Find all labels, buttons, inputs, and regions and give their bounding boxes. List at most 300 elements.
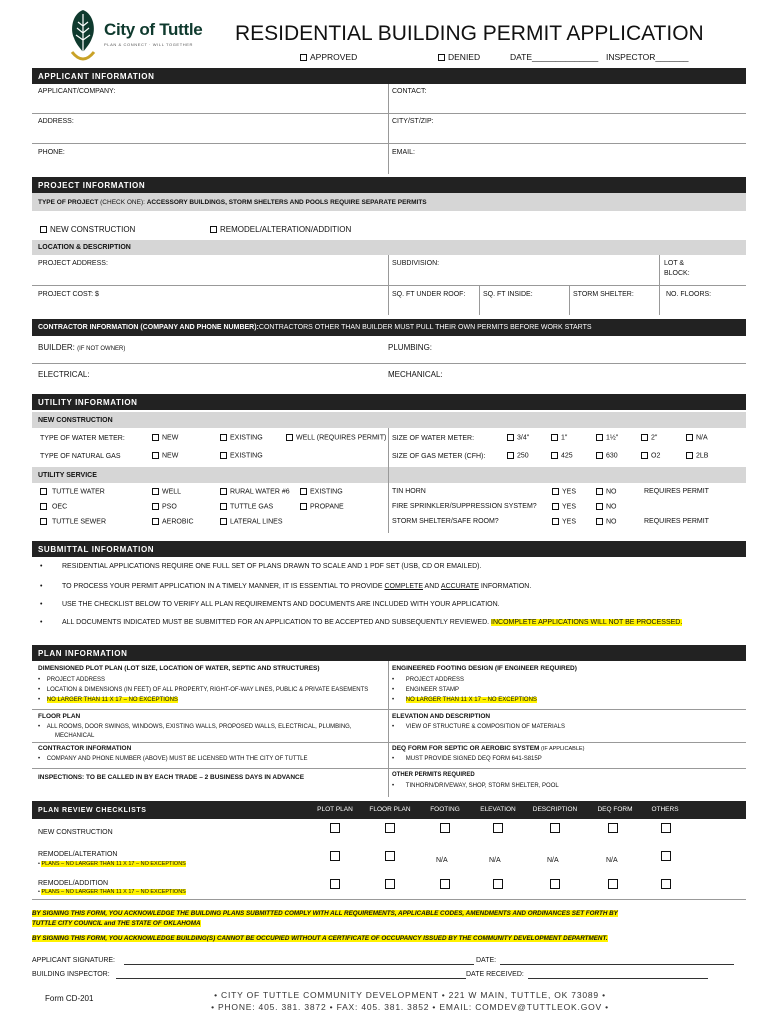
chk-r2-floor[interactable]	[385, 851, 395, 863]
aerobic-option[interactable]	[152, 518, 194, 525]
col-deq-form: DEQ FORM	[597, 806, 633, 813]
utility-section-bar	[32, 394, 746, 410]
deq-heading-note: (IF APPLICABLE)	[539, 746, 585, 752]
gas-size-label: 425	[561, 452, 573, 460]
natural-gas-type-label: TYPE OF NATURAL GAS	[40, 453, 121, 460]
r2-deq-na: N/A	[606, 857, 618, 864]
water-size-option-4[interactable]	[641, 434, 657, 441]
new-construction-checkbox[interactable]	[40, 226, 47, 233]
submittal-bullet-4: • ALL DOCUMENTS INDICATED MUST BE SUBMITTED FOR AN APPLICATION TO BE ACCEPTED AND SUBSEQUENTLY REVIEWED. INCOMPLETE APPLICATIONS WILL NOT BE PROCESSED.	[40, 619, 683, 626]
water-meter-type-label: TYPE OF WATER METER:	[40, 435, 125, 442]
applicant-company-label: APPLICANT/COMPANY:	[38, 88, 116, 95]
footer-address: • CITY OF TUTTLE COMMUNITY DEVELOPMENT • 221 W MAIN, TUTTLE, OK 73089 •	[214, 990, 606, 1000]
chk-r2-plot[interactable]	[330, 851, 340, 863]
submittal-text-3: USE THE CHECKLIST BELOW TO VERIFY ALL PLAN REQUIREMENTS AND DOCUMENTS ARE INCLUDED WITH YOUR APPLICATION.	[62, 601, 500, 608]
remodel-checkbox[interactable]	[210, 226, 217, 233]
col-footing: FOOTING	[430, 806, 460, 813]
contact-label: CONTACT:	[392, 88, 427, 95]
checkbox[interactable]	[385, 823, 395, 833]
checkbox[interactable]	[596, 488, 603, 495]
tuttle-sewer-checkbox[interactable]	[40, 518, 47, 525]
water-size-label: 2"	[651, 434, 658, 442]
footing-item-1-text: PROJECT ADDRESS	[405, 677, 465, 683]
checkbox[interactable]	[493, 823, 503, 833]
checkbox[interactable]	[686, 452, 693, 459]
checkbox[interactable]	[661, 851, 671, 861]
propane-option[interactable]	[300, 503, 344, 510]
storm-shelter-label: STORM SHELTER:	[573, 291, 634, 298]
existing-service-option[interactable]	[300, 488, 343, 495]
checkbox[interactable]	[330, 823, 340, 833]
project-type-bar	[32, 193, 746, 211]
water-new-label: NEW	[162, 434, 179, 442]
location-title: LOCATION & DESCRIPTION	[38, 244, 131, 251]
checkbox[interactable]	[507, 434, 514, 441]
checkbox[interactable]	[552, 488, 559, 495]
approved-checkbox[interactable]	[300, 54, 307, 61]
signing-statement-2	[32, 935, 608, 942]
col-floor-plan: FLOOR PLAN	[369, 806, 411, 813]
approved-option[interactable]	[300, 52, 357, 62]
deq-item-text: MUST PROVIDE SIGNED DEQ FORM 641-S815P	[405, 756, 542, 762]
submittal-text-2e: INFORMATION.	[478, 583, 532, 590]
divider	[32, 768, 746, 769]
checklist-row-3-note-text: PLANS – NO LARGER THAN 11 X 17 – NO EXCEPTIONS	[41, 889, 186, 895]
city-st-zip-label: CITY/ST/ZIP:	[392, 118, 434, 125]
gas-size-label: 250	[517, 452, 529, 460]
tree-logo-icon	[68, 8, 98, 62]
chk-r1-elevation[interactable]	[493, 823, 503, 835]
gas-existing-label: EXISTING	[230, 452, 263, 460]
lateral-lines-option[interactable]	[220, 518, 283, 525]
water-existing-label: EXISTING	[230, 434, 263, 442]
plumbing-label: PLUMBING:	[388, 343, 433, 352]
tuttle-gas-label: TUTTLE GAS	[230, 503, 274, 511]
denied-label: DENIED	[448, 52, 481, 62]
contractor-section-note: CONTRACTORS OTHER THAN BUILDER MUST PULL THEIR OWN PERMITS BEFORE WORK STARTS	[258, 324, 592, 331]
footing-item-2: • ENGINEER STAMP	[392, 687, 460, 693]
no-label: NO	[606, 488, 617, 496]
project-type-label: TYPE OF PROJECT	[38, 198, 99, 206]
chk-r1-footing[interactable]	[440, 823, 450, 835]
yes-label: YES	[562, 518, 577, 526]
col-plot-plan: PLOT PLAN	[317, 806, 353, 813]
divider	[388, 428, 389, 533]
sprinkler-yes[interactable]	[552, 503, 576, 510]
email-label: EMAIL:	[392, 149, 415, 156]
checkbox[interactable]	[385, 879, 395, 889]
rural-water-option[interactable]	[220, 488, 290, 495]
water-new-checkbox[interactable]	[152, 434, 159, 441]
checkbox[interactable]	[550, 879, 560, 889]
plot-item-3: • NO LARGER THAN 11 X 17 – NO EXCEPTIONS	[38, 697, 178, 703]
denied-option[interactable]	[438, 52, 480, 62]
checkbox[interactable]	[551, 452, 558, 459]
floor-item-1: • ALL ROOMS, DOOR SWINGS, WINDOWS, EXISTING WALLS, PROPOSED WALLS, ELECTRICAL, PLUMBING,	[38, 724, 352, 730]
checkbox[interactable]	[596, 452, 603, 459]
checklist-row-new-construction: NEW CONSTRUCTION	[38, 829, 113, 836]
applicant-signature-label: APPLICANT SIGNATURE:	[32, 957, 115, 964]
checklist-row-2-note-text: PLANS – NO LARGER THAN 11 X 17 – NO EXCEPTIONS	[41, 861, 186, 867]
tin-horn-no[interactable]	[596, 488, 617, 495]
gas-new-checkbox[interactable]	[152, 452, 159, 459]
checkbox[interactable]	[661, 823, 671, 833]
water-size-option-3[interactable]	[596, 434, 618, 441]
checkbox[interactable]	[507, 452, 514, 459]
checkbox[interactable]	[440, 823, 450, 833]
plot-item-3-text: NO LARGER THAN 11 X 17 – NO EXCEPTIONS	[46, 697, 178, 703]
subdivision-label: SUBDIVISION:	[392, 260, 440, 267]
storm-no[interactable]	[596, 518, 617, 525]
plot-plan-heading: DIMENSIONED PLOT PLAN (LOT SIZE, LOCATION OF WATER, SEPTIC AND STRUCTURES)	[38, 665, 320, 672]
lateral-lines-checkbox[interactable]	[220, 518, 227, 525]
submittal-text-4a: ALL DOCUMENTS INDICATED MUST BE SUBMITTED FOR AN APPLICATION TO BE ACCEPTED AND SUBSEQUENTLY REVIEWED.	[62, 619, 492, 626]
gas-size-label: O2	[651, 452, 661, 460]
sq-ft-inside-label: SQ. FT INSIDE:	[483, 291, 533, 298]
chk-r2-others[interactable]	[661, 851, 671, 863]
address-label: ADDRESS:	[38, 118, 74, 125]
pso-label: PSO	[162, 503, 177, 511]
submittal-text-2b: COMPLETE	[384, 583, 423, 590]
inspector-field[interactable]: INSPECTOR_______	[606, 52, 689, 62]
form-number: Form CD-201	[45, 994, 94, 1003]
applicant-section-bar	[32, 68, 746, 84]
contractor-info-item: • COMPANY AND PHONE NUMBER (ABOVE) MUST BE LICENSED WITH THE CITY OF TUTTLE	[38, 756, 308, 762]
checkbox[interactable]	[330, 851, 340, 861]
divider	[659, 255, 660, 285]
tin-horn-label: TIN HORN	[392, 488, 426, 495]
utility-service-bar	[32, 467, 746, 483]
gas-new-option[interactable]	[152, 452, 178, 459]
tuttle-water-label: TUTTLE WATER	[51, 488, 105, 496]
signing-statement-1b	[32, 920, 201, 927]
signing-statement-2-text: BY SIGNING THIS FORM, YOU ACKNOWLEDGE BUILDING(S) CANNOT BE OCCUPIED WITHOUT A CERTIFICATE OF OCCUPANCY ISSUED BY THE COMMUNITY DEVELOPMENT DEPARTMENT.	[32, 935, 608, 942]
tuttle-water-checkbox[interactable]	[40, 488, 47, 495]
deq-item: • MUST PROVIDE SIGNED DEQ FORM 641-S815P	[392, 756, 542, 762]
gas-existing-checkbox[interactable]	[220, 452, 227, 459]
water-size-label: 3/4"	[517, 434, 530, 442]
checkbox[interactable]	[641, 452, 648, 459]
col-elevation: ELEVATION	[480, 806, 516, 813]
date-received-label: DATE RECEIVED:	[466, 971, 524, 978]
gas-size-option-5[interactable]	[686, 452, 708, 459]
checklist-row-2-note: • PLANS – NO LARGER THAN 11 X 17 – NO EXCEPTIONS	[38, 861, 186, 867]
building-inspector-label: BUILDING INSPECTOR:	[32, 971, 110, 978]
checkbox[interactable]	[330, 879, 340, 889]
chk-r3-footing[interactable]	[440, 879, 450, 891]
rural-water-label: RURAL WATER #6	[230, 488, 290, 496]
checkbox[interactable]	[596, 518, 603, 525]
submittal-bullet-3: • USE THE CHECKLIST BELOW TO VERIFY ALL PLAN REQUIREMENTS AND DOCUMENTS ARE INCLUDED WITH YOUR APPLICATION.	[40, 601, 500, 608]
floors-label: NO. FLOORS:	[666, 291, 712, 298]
floor-plan-heading: FLOOR PLAN	[38, 713, 81, 720]
aerobic-checkbox[interactable]	[152, 518, 159, 525]
contractor-info-heading: CONTRACTOR INFORMATION	[38, 745, 132, 752]
gas-size-label: 630	[606, 452, 618, 460]
propane-checkbox[interactable]	[300, 503, 307, 510]
propane-label: PROPANE	[310, 503, 344, 511]
tuttle-gas-checkbox[interactable]	[220, 503, 227, 510]
footing-heading: ENGINEERED FOOTING DESIGN (IF ENGINEER REQUIRED)	[392, 665, 577, 672]
oec-checkbox[interactable]	[40, 503, 47, 510]
submittal-bullet-2: • TO PROCESS YOUR PERMIT APPLICATION IN A TIMELY MANNER, IT IS ESSENTIAL TO PROVIDE COMPLETE AND ACCURATE INFORMATION.	[40, 583, 532, 590]
r2-description-na: N/A	[547, 857, 559, 864]
footing-item-3: • NO LARGER THAN 11 X 17 – NO EXCEPTIONS	[392, 697, 537, 703]
plot-item-2: • LOCATION & DIMENSIONS (IN FEET) OF ALL PROPERTY, RIGHT-OF-WAY LINES, PUBLIC & PRIVATE EASEMENTS	[38, 687, 369, 693]
storm-yes[interactable]	[552, 518, 576, 525]
storm-requires-permit: REQUIRES PERMIT	[644, 518, 709, 525]
signing-statement-1b-text: TUTTLE CITY COUNCIL and THE STATE OF OKLAHOMA	[32, 920, 201, 927]
water-size-label: 1½"	[606, 434, 619, 442]
footing-item-1: • PROJECT ADDRESS	[392, 677, 465, 683]
water-existing-checkbox[interactable]	[220, 434, 227, 441]
date-field[interactable]: DATE______________	[510, 52, 599, 62]
water-size-option-1[interactable]	[507, 434, 529, 441]
chk-r1-others[interactable]	[661, 823, 671, 835]
approved-label: APPROVED	[310, 52, 358, 62]
chk-r1-floor[interactable]	[385, 823, 395, 835]
oec-option[interactable]	[40, 503, 67, 510]
well-service-label: WELL	[162, 488, 182, 496]
project-section-title: PROJECT INFORMATION	[38, 180, 146, 190]
footing-item-2-text: ENGINEER STAMP	[405, 687, 460, 693]
chk-r3-description[interactable]	[550, 879, 560, 891]
divider	[388, 661, 389, 797]
contractor-section-title: CONTRACTOR INFORMATION (COMPANY AND PHONE NUMBER):	[38, 324, 259, 331]
chk-r3-floor[interactable]	[385, 879, 395, 891]
checkbox[interactable]	[551, 434, 558, 441]
project-type-check: (CHECK ONE):	[100, 198, 145, 206]
aerobic-label: AEROBIC	[162, 518, 194, 526]
gas-new-label: NEW	[162, 452, 179, 460]
floor-item-1-cont: MECHANICAL	[55, 733, 95, 739]
utility-section-title: UTILITY INFORMATION	[38, 397, 138, 407]
project-cost-label: PROJECT COST: $	[38, 291, 99, 298]
other-permits-item-text: TINHORN/DRIVEWAY, SHOP, STORM SHELTER, POOL	[405, 783, 559, 789]
new-construction-label: NEW CONSTRUCTION	[50, 225, 136, 234]
sq-ft-roof-label: SQ. FT UNDER ROOF:	[392, 291, 466, 298]
elevation-item-1-text: VIEW OF STRUCTURE & COMPOSITION OF MATERIALS	[405, 724, 566, 730]
plot-item-1: • PROJECT ADDRESS	[38, 677, 106, 683]
yes-label: YES	[562, 503, 577, 511]
checkbox[interactable]	[608, 823, 618, 833]
builder-label	[38, 343, 125, 352]
location-bar	[32, 240, 746, 255]
checkbox[interactable]	[686, 434, 693, 441]
mechanical-label: MECHANICAL:	[388, 370, 443, 379]
checklist-row-remodel-alteration: REMODEL/ALTERATION	[38, 851, 118, 858]
checkbox[interactable]	[596, 503, 603, 510]
sprinkler-no[interactable]	[596, 503, 617, 510]
utility-new-construction-title: NEW CONSTRUCTION	[38, 416, 113, 424]
new-construction-option[interactable]	[40, 225, 135, 234]
checkbox[interactable]	[608, 879, 618, 889]
electrical-label: ELECTRICAL:	[38, 370, 90, 379]
no-label: NO	[606, 518, 617, 526]
checklist-row-remodel-addition: REMODEL/ADDITION	[38, 880, 109, 887]
phone-label: PHONE:	[38, 149, 65, 156]
remodel-option[interactable]	[210, 225, 351, 234]
well-service-checkbox[interactable]	[152, 488, 159, 495]
chk-r3-others[interactable]	[661, 879, 671, 891]
gas-size-option-1[interactable]	[507, 452, 529, 459]
divider	[32, 143, 746, 144]
org-name: City of Tuttle	[104, 20, 203, 39]
sign-date-line[interactable]	[500, 964, 734, 965]
deq-heading-text: DEQ FORM FOR SEPTIC OR AEROBIC SYSTEM	[392, 745, 540, 752]
submittal-section-bar	[32, 541, 746, 557]
water-size-label: 1"	[561, 434, 568, 442]
gas-size-label: 2LB	[696, 452, 709, 460]
divider	[32, 285, 746, 286]
water-existing-option[interactable]	[220, 434, 263, 441]
chk-r1-description[interactable]	[550, 823, 560, 835]
checkbox[interactable]	[440, 879, 450, 889]
divider	[32, 113, 746, 114]
tuttle-water-option[interactable]	[40, 488, 105, 495]
signing-statement-1-text: BY SIGNING THIS FORM, YOU ACKNOWLEDGE THE BUILDING PLANS SUBMITTED COMPLY WITH ALL REQUIREMENTS, APPLICABLE CODES, AMENDMENTS AND ORDINANCES SET FORTH BY	[32, 910, 618, 917]
col-description: DESCRIPTION	[532, 806, 578, 813]
checkbox[interactable]	[596, 434, 603, 441]
gas-size-option-4[interactable]	[641, 452, 660, 459]
utility-new-construction-bar	[32, 412, 746, 428]
submittal-text-2a: TO PROCESS YOUR PERMIT APPLICATION IN A TIMELY MANNER, IT IS ESSENTIAL TO PROVIDE	[62, 583, 385, 590]
divider	[32, 742, 746, 743]
checkbox[interactable]	[385, 851, 395, 861]
footing-item-3-text: NO LARGER THAN 11 X 17 – NO EXCEPTIONS	[405, 697, 537, 703]
other-permits-heading: OTHER PERMITS REQUIRED	[392, 772, 475, 778]
checkbox[interactable]	[661, 879, 671, 889]
org-tagline: PLAN & CONNECT · WILL TOGETHER	[104, 42, 193, 47]
well-service-option[interactable]	[152, 488, 181, 495]
checkbox[interactable]	[493, 879, 503, 889]
gas-size-option-3[interactable]	[596, 452, 618, 459]
other-permits-item: • TINHORN/DRIVEWAY, SHOP, STORM SHELTER, POOL	[392, 783, 559, 789]
divider	[388, 255, 389, 315]
checklist-title: PLAN REVIEW CHECKLISTS	[38, 806, 147, 814]
elevation-heading: ELEVATION AND DESCRIPTION	[392, 713, 491, 720]
submittal-bullet-1: • RESIDENTIAL APPLICATIONS REQUIRE ONE FULL SET OF PLANS DRAWN TO SCALE AND 1 PDF SET (USB, CD OR EMAILED).	[40, 563, 482, 570]
pso-option[interactable]	[152, 503, 177, 510]
contractor-section-bar	[32, 319, 746, 336]
fire-sprinkler-label: FIRE SPRINKLER/SUPPRESSION SYSTEM?	[392, 503, 537, 510]
divider	[479, 285, 480, 315]
building-inspector-line[interactable]	[116, 978, 466, 979]
tuttle-sewer-label: TUTTLE SEWER	[51, 518, 107, 526]
gas-existing-option[interactable]	[220, 452, 263, 459]
footer-contact: • PHONE: 405. 381. 3872 • FAX: 405. 381. 3852 • EMAIL: COMDEV@TUTTLEOK.GOV •	[211, 1002, 609, 1012]
chk-r3-deq[interactable]	[608, 879, 618, 891]
submittal-section-title: SUBMITTAL INFORMATION	[38, 544, 155, 554]
checklist-row-3-note: • PLANS – NO LARGER THAN 11 X 17 – NO EXCEPTIONS	[38, 889, 186, 895]
divider	[32, 709, 746, 710]
chk-r1-deq[interactable]	[608, 823, 618, 835]
water-meter-size-label: SIZE OF WATER METER:	[392, 435, 475, 442]
remodel-label: REMODEL/ALTERATION/ADDITION	[220, 225, 352, 234]
project-section-bar	[32, 177, 746, 193]
builder-note: (IF NOT OWNER)	[77, 346, 126, 352]
plan-section-bar	[32, 645, 746, 661]
r2-footing-na: N/A	[436, 857, 448, 864]
divider	[569, 285, 570, 315]
divider	[32, 899, 746, 900]
page-header	[0, 0, 770, 70]
submittal-text-2c: AND	[423, 583, 441, 590]
plot-item-1-text: PROJECT ADDRESS	[46, 677, 106, 683]
water-size-label: N/A	[696, 434, 708, 442]
divider	[388, 84, 389, 174]
floor-item-1-text: ALL ROOMS, DOOR SWINGS, WINDOWS, EXISTING WALLS, PROPOSED WALLS, ELECTRICAL, PLUMBING,	[46, 724, 352, 730]
project-address-label: PROJECT ADDRESS:	[38, 260, 108, 267]
chk-r3-elevation[interactable]	[493, 879, 503, 891]
denied-checkbox[interactable]	[438, 54, 445, 61]
pso-checkbox[interactable]	[152, 503, 159, 510]
city-logo	[68, 8, 218, 64]
existing-service-label: EXISTING	[310, 488, 343, 496]
rural-water-checkbox[interactable]	[220, 488, 227, 495]
storm-safe-label: STORM SHELTER/SAFE ROOM?	[392, 518, 499, 525]
checkbox[interactable]	[641, 434, 648, 441]
tuttle-gas-option[interactable]	[220, 503, 273, 510]
sign-date-label: DATE:	[476, 957, 497, 964]
elevation-item-1: • VIEW OF STRUCTURE & COMPOSITION OF MATERIALS	[392, 724, 566, 730]
divider	[659, 285, 660, 315]
existing-service-checkbox[interactable]	[300, 488, 307, 495]
plot-item-2-text: LOCATION & DIMENSIONS (IN FEET) OF ALL PROPERTY, RIGHT-OF-WAY LINES, PUBLIC & PRIVATE EASEMENTS	[46, 687, 369, 693]
block-label: BLOCK:	[664, 270, 690, 277]
no-label: NO	[606, 503, 617, 511]
submittal-text-2d: ACCURATE	[440, 583, 479, 590]
plan-section-title: PLAN INFORMATION	[38, 648, 128, 658]
signing-statement-1	[32, 910, 618, 917]
yes-label: YES	[562, 488, 577, 496]
lateral-lines-label: LATERAL LINES	[230, 518, 283, 526]
applicant-signature-line[interactable]	[124, 964, 474, 965]
submittal-text-4b: INCOMPLETE APPLICATIONS WILL NOT BE PROCESSED.	[491, 619, 683, 626]
deq-heading	[392, 745, 584, 752]
contractor-info-item-text: COMPANY AND PHONE NUMBER (ABOVE) MUST BE LICENSED WITH THE CITY OF TUTTLE	[46, 756, 308, 762]
tin-horn-requires-permit: REQUIRES PERMIT	[644, 488, 709, 495]
checkbox[interactable]	[550, 823, 560, 833]
well-option[interactable]	[286, 434, 386, 441]
well-checkbox[interactable]	[286, 434, 293, 441]
water-size-option-5[interactable]	[686, 434, 708, 441]
col-others: OTHERS	[651, 806, 679, 813]
applicant-section-title: APPLICANT INFORMATION	[38, 71, 155, 81]
tin-horn-yes[interactable]	[552, 488, 576, 495]
inspections-heading: INSPECTIONS: TO BE CALLED IN BY EACH TRADE – 2 BUSINESS DAYS IN ADVANCE	[38, 774, 305, 781]
water-size-option-2[interactable]	[551, 434, 567, 441]
checkbox[interactable]	[552, 518, 559, 525]
oec-label: OEC	[51, 503, 68, 511]
chk-r3-plot[interactable]	[330, 879, 340, 891]
checkbox[interactable]	[552, 503, 559, 510]
gas-meter-size-label: SIZE OF GAS METER (CFH):	[392, 453, 486, 460]
water-new-option[interactable]	[152, 434, 178, 441]
well-label: WELL (REQUIRES PERMIT)	[296, 434, 387, 442]
utility-service-title: UTILITY SERVICE	[38, 471, 97, 479]
builder-text: BUILDER:	[38, 343, 75, 352]
gas-size-option-2[interactable]	[551, 452, 573, 459]
divider	[32, 363, 746, 364]
chk-r1-plot[interactable]	[330, 823, 340, 835]
tuttle-sewer-option[interactable]	[40, 518, 106, 525]
lot-label: LOT &	[664, 260, 685, 267]
submittal-text-1: RESIDENTIAL APPLICATIONS REQUIRE ONE FULL SET OF PLANS DRAWN TO SCALE AND 1 PDF SET (USB, CD OR EMAILED).	[62, 563, 482, 570]
r2-elevation-na: N/A	[489, 857, 501, 864]
page-title: RESIDENTIAL BUILDING PERMIT APPLICATION	[235, 22, 704, 45]
date-received-line[interactable]	[528, 978, 708, 979]
